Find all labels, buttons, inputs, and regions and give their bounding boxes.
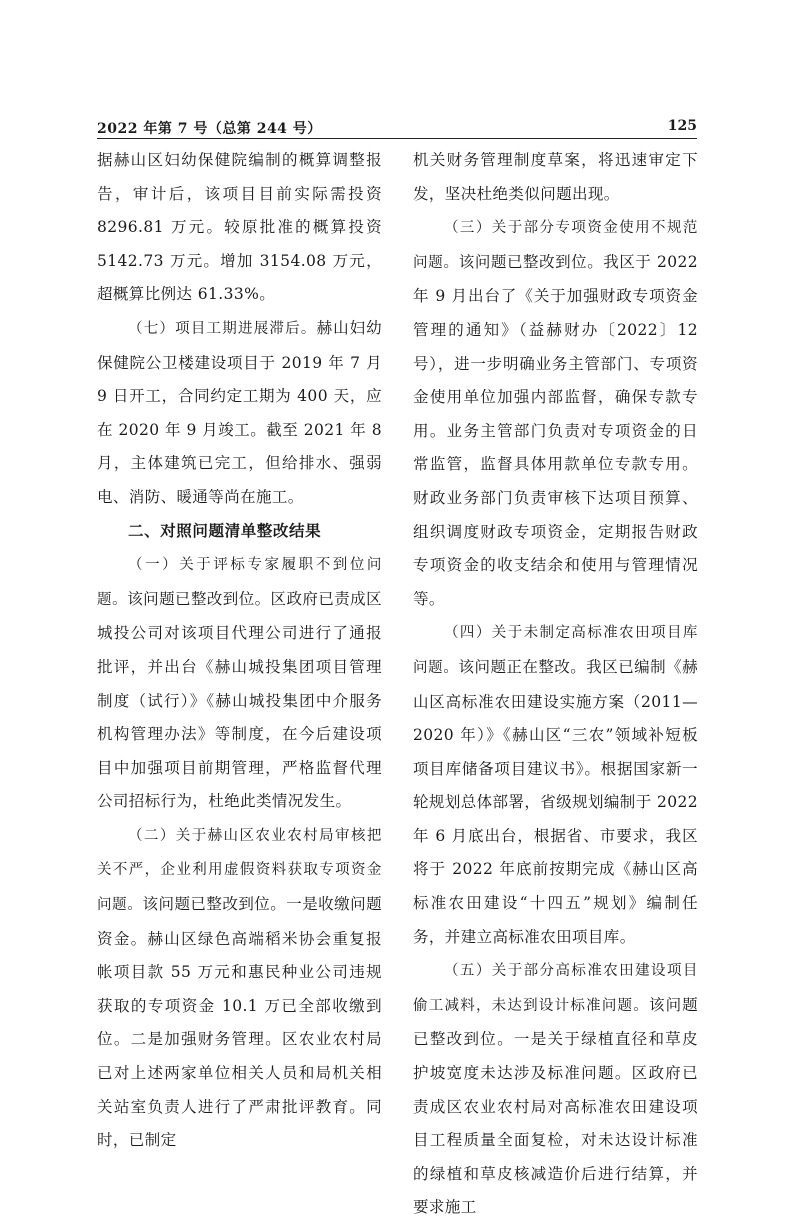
paragraph-text: 赫山妇幼保健院公卫楼建设项目于 2019 年 7 月 9 日开工，合同约定工期为 400 天，应在 2020 年 9 月竣工。截至 2021 年 8 月，主体建筑已完工，但给排水、强弱电、消防、暖通等尚在施工。 [97,318,383,506]
paragraph-text: 该问题已整改到位。一是收缴问题资金。赫山区绿色高端稻米协会重复报帐项目款 55 万元和惠民种业公司违规获取的专项资金 10.1 万已全部收缴到位。二是加强财务管理。区农业农村局已对上述两家单位相关人员和局机关相关站室负责人进行了严肃批评教育。同时，已制定 [97,895,382,1150]
paragraph [97,819,382,1158]
paragraph-text: 机关财务管理制度草案，将迅速审定下发，坚决杜绝类似问题出现。 [413,151,698,203]
paragraph-lead: （七）项目工期进展滞后。 [128,320,317,337]
paragraph-lead: （四）关于未制定高标准农田项目库问题。 [413,625,698,676]
page-number: 125 [667,118,697,134]
paragraph [413,616,698,954]
paragraph [97,312,382,515]
paragraph [413,211,698,616]
page-header [97,118,697,140]
section-heading: 二、对照问题清单整改结果 [128,521,322,540]
paragraph-text: 该问题正在整改。我区已编制《赫山区高标准农田建设实施方案（2011—2020 年）》《赫山区“三农”领域补短板项目库储备项目建议书》。根据国家新一轮规划总体部署，省级规划编制于 2022 年 6 月底出台，根据省、市要求，我区将于 2022 年底前按期完成《赫山区高标准农田建设“十四五”规划》编制任务，并建立高标准农田项目库。 [413,657,698,946]
header-rule [97,138,697,139]
paragraph [413,144,698,211]
paragraph-lead: （一）关于评标专家履职不到位问题。 [97,557,382,608]
paragraph-text: 该问题已整改到位。一是关于绿植直径和草皮护坡宽度未达涉及标准问题。区政府已责成区农业农村局对高标准农田建设项目工程质量全面复检，对未达设计标准的绿植和草皮核减造价后进行结算，并要求施工 [413,995,699,1217]
issue-label: 2022 年第 7 号（总第 244 号） [97,121,322,137]
paragraph [97,144,382,312]
paragraph-lead: （二）关于赫山区农业农村局审核把关不严，企业利用虚假资料获取专项资金问题。 [97,827,382,914]
right-column [413,144,698,1225]
left-column [97,144,382,1158]
paragraph-text: 据赫山区妇幼保健院编制的概算调整报告，审计后，该项目目前实际需投资8296.81 万元。较原批准的概算投资5142.73 万元。增加 3154.08 万元，超概算比例达 61.33%。 [97,151,382,304]
paragraph-text: 该问题已整改到位。区政府已责成区城投公司对该项目代理公司进行了通报批评，并出台《赫山城投集团项目管理制度（试行）》《赫山城投集团中介服务机构管理办法》等制度，在今后建设项目中加强项目前期管理，严格监督代理公司招标行为，杜绝此类情况发生。 [97,589,382,811]
paragraph [97,548,382,819]
paragraph-text: 该问题已整改到位。我区于 2022 年 9 月出台了《关于加强财政专项资金管理的通知》（益赫财办〔2022〕12 号），进一步明确业务主管部门、专项资金使用单位加强内部监督，确保专款专用。业务主管部门负责对专项资金的日常监管，监督具体用款单位专款专用。财政业务部门负责审核下达项目预算、组织调度财政专项资金，定期报告财政专项资金的收支结余和使用与管理情况等。 [413,252,698,608]
paragraph-lead: （五）关于部分高标准农田建设项目偷工减料，未达到设计标准问题。 [413,963,698,1014]
paragraph [413,954,698,1225]
paragraph-lead: （三）关于部分专项资金使用不规范问题。 [413,220,698,271]
